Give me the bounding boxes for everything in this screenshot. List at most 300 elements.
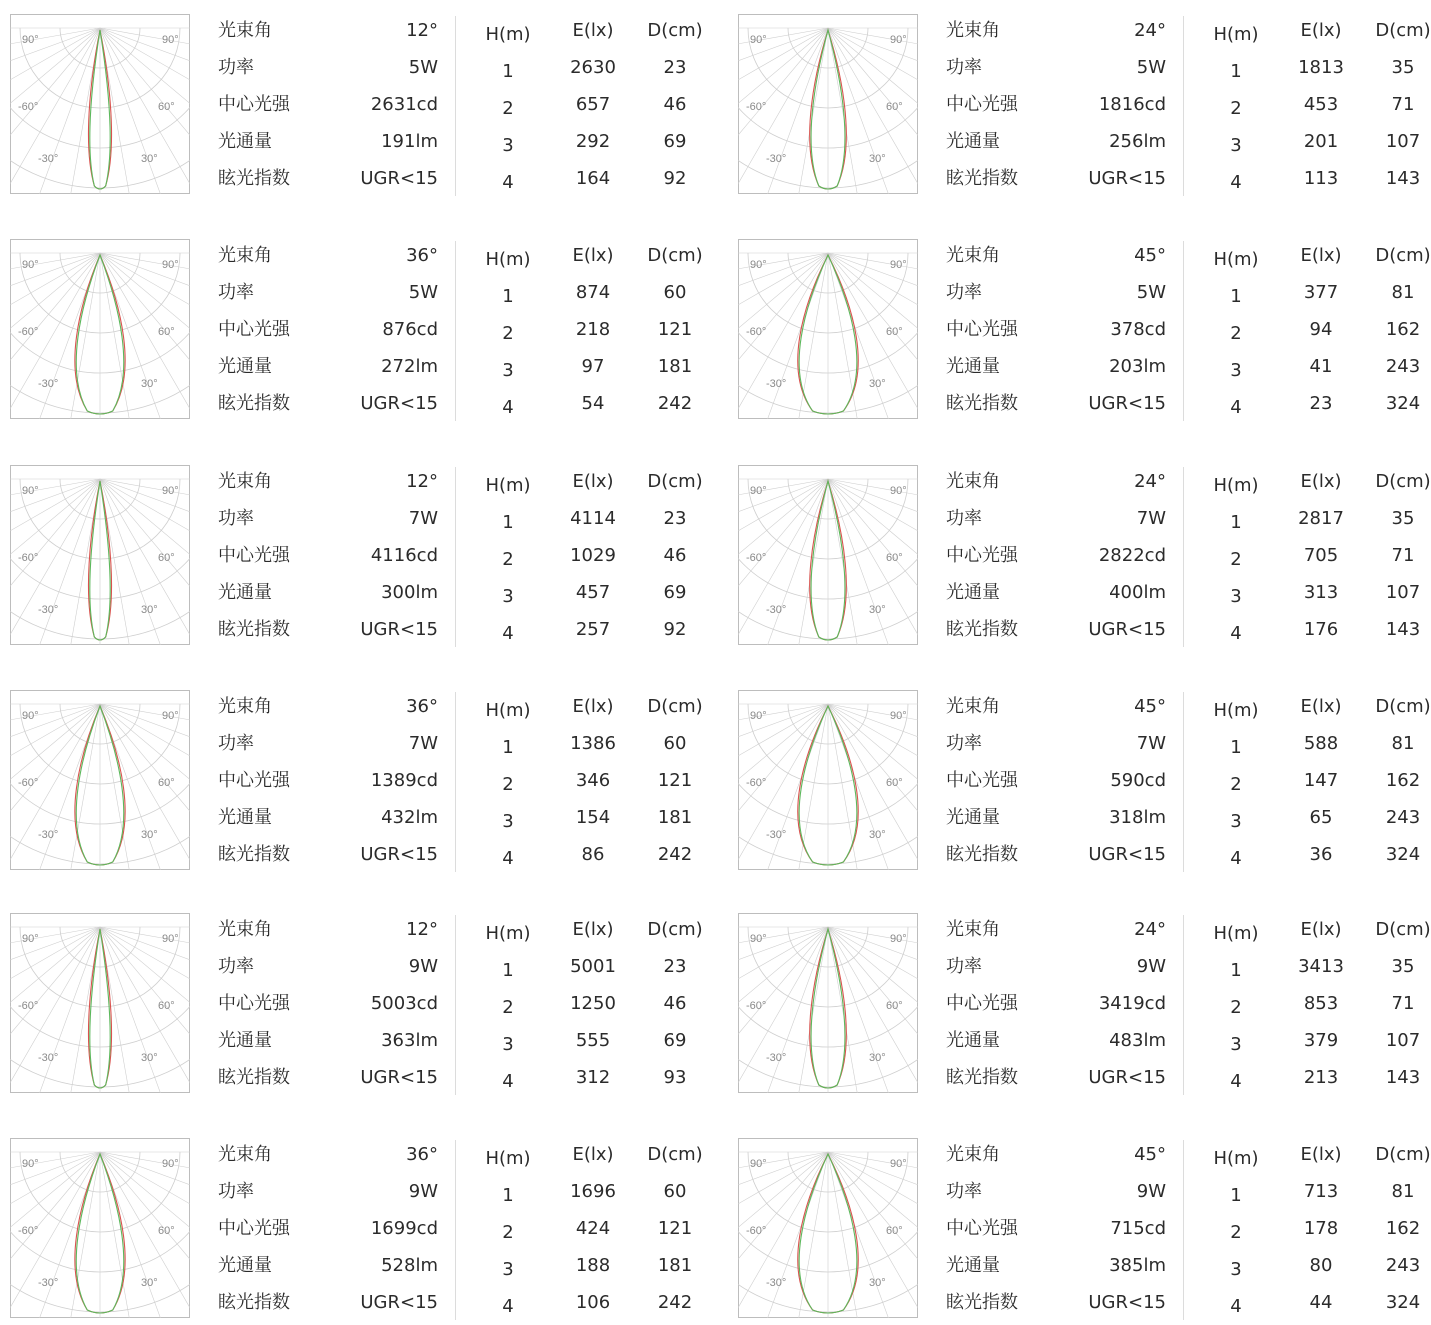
light-spec-block <box>0 4 712 193</box>
polar-tick-label: -60° <box>746 326 767 338</box>
table-header-cell: H(m) <box>1213 24 1259 45</box>
table-cell: 147 <box>1303 770 1339 791</box>
table-row <box>474 348 712 385</box>
table-header-cell: E(lx) <box>1300 919 1342 940</box>
spec-label: 光束角 <box>218 1144 272 1165</box>
spec-label: 眩光指数 <box>218 393 290 414</box>
spec-label: 中心光强 <box>946 545 1018 566</box>
light-spec-block <box>728 680 1431 869</box>
spec-row-glare-index <box>946 160 1166 197</box>
spec-row-luminous-flux <box>946 799 1166 836</box>
spec-label: 中心光强 <box>218 770 290 791</box>
table-cell: 243 <box>1385 356 1421 377</box>
polar-tick-label: -60° <box>746 1225 767 1237</box>
polar-tick-label: -30° <box>766 378 787 390</box>
spec-row-luminous-flux <box>218 1247 438 1284</box>
polar-tick-label: 30° <box>141 829 158 841</box>
table-cell: 4 <box>502 1071 514 1092</box>
spec-row-center-intensity <box>218 1210 438 1247</box>
polar-svg <box>10 690 190 870</box>
table-row <box>474 611 712 648</box>
polar-tick-label: 90° <box>22 34 39 46</box>
table-cell: 4 <box>502 848 514 869</box>
table-cell: 143 <box>1385 619 1421 640</box>
spec-row-power <box>946 49 1166 86</box>
table-cell: 4 <box>1230 1071 1242 1092</box>
illuminance-table <box>474 463 712 648</box>
table-cell: 3 <box>502 135 514 156</box>
table-cell: 3 <box>1230 360 1242 381</box>
table-cell: 3 <box>1230 586 1242 607</box>
divider <box>1183 16 1184 196</box>
spec-value: 9W <box>1136 956 1166 977</box>
table-cell: 3 <box>1230 1259 1242 1280</box>
spec-label: 光束角 <box>218 471 272 492</box>
table-cell: 4 <box>502 623 514 644</box>
spec-value: 528lm <box>381 1255 438 1276</box>
spec-row-luminous-flux <box>218 574 438 611</box>
spec-row-luminous-flux <box>218 123 438 160</box>
table-cell: 1 <box>1230 1185 1242 1206</box>
polar-tick-label: -30° <box>766 153 787 165</box>
table-cell: 46 <box>663 94 687 115</box>
divider <box>1183 467 1184 647</box>
table-row <box>1202 799 1431 836</box>
polar-tick-label: 60° <box>158 552 175 564</box>
table-cell: 3 <box>502 811 514 832</box>
illuminance-table <box>1202 12 1431 197</box>
table-cell: 188 <box>575 1255 611 1276</box>
polar-tick-label: -30° <box>766 1052 787 1064</box>
spec-value: UGR<15 <box>1088 168 1166 189</box>
spec-list <box>946 1136 1166 1321</box>
table-cell: 143 <box>1385 168 1421 189</box>
table-cell: 97 <box>581 356 605 377</box>
table-cell: 324 <box>1385 844 1421 865</box>
illuminance-table <box>474 688 712 873</box>
table-header-row <box>1202 12 1431 49</box>
spec-value: 9W <box>408 956 438 977</box>
spec-label: 功率 <box>946 956 982 977</box>
spec-row-luminous-flux <box>946 574 1166 611</box>
table-cell: 46 <box>663 993 687 1014</box>
light-spec-block <box>0 1128 712 1317</box>
polar-diagram <box>738 690 918 870</box>
table-header-cell: H(m) <box>485 1148 531 1169</box>
table-header-row <box>474 237 712 274</box>
spec-row-glare-index <box>218 160 438 197</box>
polar-tick-label: 30° <box>141 604 158 616</box>
spec-label: 中心光强 <box>218 94 290 115</box>
spec-value: 7W <box>408 508 438 529</box>
spec-row-power <box>218 1173 438 1210</box>
polar-tick-label: -30° <box>38 153 59 165</box>
polar-tick-label: 90° <box>750 34 767 46</box>
polar-diagram <box>738 239 918 419</box>
spec-label: 中心光强 <box>218 1218 290 1239</box>
polar-diagram <box>10 239 190 419</box>
table-header-cell: D(cm) <box>647 696 703 717</box>
spec-list <box>946 237 1166 422</box>
spec-value: UGR<15 <box>1088 844 1166 865</box>
spec-label: 眩光指数 <box>946 168 1018 189</box>
table-header-row <box>474 12 712 49</box>
table-row <box>474 1173 712 1210</box>
spec-row-glare-index <box>946 1059 1166 1096</box>
table-cell: 121 <box>657 770 693 791</box>
spec-row-power <box>946 500 1166 537</box>
light-spec-block <box>728 455 1431 644</box>
spec-label: 光束角 <box>946 245 1000 266</box>
table-cell: 1696 <box>570 1181 616 1202</box>
polar-tick-label: -60° <box>18 1000 39 1012</box>
spec-label: 眩光指数 <box>946 1292 1018 1313</box>
polar-svg <box>738 14 918 194</box>
table-cell: 2 <box>1230 98 1242 119</box>
polar-tick-label: 90° <box>890 34 907 46</box>
spec-list <box>218 688 438 873</box>
spec-value: 3419cd <box>1098 993 1166 1014</box>
polar-tick-label: 90° <box>22 1158 39 1170</box>
spec-row-power <box>946 274 1166 311</box>
table-cell: 1 <box>502 1185 514 1206</box>
spec-row-power <box>946 1173 1166 1210</box>
polar-tick-label: -30° <box>38 1052 59 1064</box>
table-row <box>1202 274 1431 311</box>
table-cell: 2 <box>502 774 514 795</box>
table-cell: 2 <box>502 997 514 1018</box>
polar-tick-label: 60° <box>886 1000 903 1012</box>
spec-row-power <box>218 725 438 762</box>
spec-label: 眩光指数 <box>218 1292 290 1313</box>
table-header-cell: E(lx) <box>1300 1144 1342 1165</box>
polar-svg <box>10 1138 190 1318</box>
table-cell: 213 <box>1303 1067 1339 1088</box>
divider <box>455 915 456 1095</box>
polar-tick-label: -60° <box>18 777 39 789</box>
spec-value: 7W <box>1136 508 1166 529</box>
table-header-cell: H(m) <box>1213 700 1259 721</box>
polar-tick-label: -60° <box>18 552 39 564</box>
spec-row-luminous-flux <box>218 1022 438 1059</box>
spec-row-glare-index <box>946 1284 1166 1321</box>
spec-label: 光通量 <box>218 807 272 828</box>
table-cell: 1 <box>1230 512 1242 533</box>
spec-row-beam-angle <box>946 463 1166 500</box>
table-row <box>474 500 712 537</box>
table-cell: 243 <box>1385 807 1421 828</box>
table-header-cell: D(cm) <box>1375 20 1431 41</box>
spec-label: 光通量 <box>946 131 1000 152</box>
spec-row-beam-angle <box>946 1136 1166 1173</box>
divider <box>1183 241 1184 421</box>
divider <box>455 16 456 196</box>
polar-svg <box>738 690 918 870</box>
table-cell: 113 <box>1303 168 1339 189</box>
spec-value: 1389cd <box>370 770 438 791</box>
spec-row-power <box>218 948 438 985</box>
table-row <box>474 574 712 611</box>
polar-tick-label: 90° <box>890 933 907 945</box>
spec-label: 眩光指数 <box>218 844 290 865</box>
table-cell: 181 <box>657 356 693 377</box>
table-cell: 23 <box>663 508 687 529</box>
polar-diagram <box>10 14 190 194</box>
table-cell: 5001 <box>570 956 616 977</box>
spec-row-glare-index <box>946 836 1166 873</box>
spec-value: 715cd <box>1110 1218 1166 1239</box>
table-row <box>1202 123 1431 160</box>
table-cell: 181 <box>657 807 693 828</box>
spec-label: 光束角 <box>946 1144 1000 1165</box>
polar-tick-label: 60° <box>158 1000 175 1012</box>
table-header-cell: H(m) <box>485 700 531 721</box>
table-cell: 242 <box>657 1292 693 1313</box>
table-row <box>1202 1022 1431 1059</box>
spec-label: 光束角 <box>218 696 272 717</box>
polar-diagram <box>10 913 190 1093</box>
table-row <box>474 1022 712 1059</box>
spec-label: 眩光指数 <box>946 393 1018 414</box>
polar-tick-label: -30° <box>38 829 59 841</box>
table-header-cell: D(cm) <box>1375 1144 1431 1165</box>
spec-row-power <box>946 948 1166 985</box>
spec-label: 中心光强 <box>218 993 290 1014</box>
spec-value: 24° <box>1134 20 1166 41</box>
table-header-cell: E(lx) <box>572 471 614 492</box>
table-cell: 4114 <box>570 508 616 529</box>
table-cell: 4 <box>502 1296 514 1317</box>
spec-label: 光通量 <box>946 1030 1000 1051</box>
spec-label: 眩光指数 <box>218 1067 290 1088</box>
polar-tick-label: 90° <box>162 710 179 722</box>
spec-label: 功率 <box>946 733 982 754</box>
table-cell: 46 <box>663 545 687 566</box>
light-spec-block <box>728 229 1431 418</box>
spec-value: 2631cd <box>370 94 438 115</box>
spec-value: 36° <box>406 1144 438 1165</box>
spec-value: UGR<15 <box>360 1292 438 1313</box>
spec-row-center-intensity <box>218 311 438 348</box>
table-cell: 93 <box>663 1067 687 1088</box>
spec-label: 光束角 <box>946 696 1000 717</box>
polar-diagram <box>738 14 918 194</box>
spec-list <box>946 463 1166 648</box>
table-row <box>1202 537 1431 574</box>
polar-tick-label: -30° <box>38 1277 59 1289</box>
table-cell: 3 <box>502 1034 514 1055</box>
table-cell: 2 <box>1230 774 1242 795</box>
table-cell: 1 <box>502 512 514 533</box>
table-cell: 424 <box>575 1218 611 1239</box>
spec-value: 24° <box>1134 471 1166 492</box>
table-header-cell: E(lx) <box>572 696 614 717</box>
polar-svg <box>10 465 190 645</box>
spec-value: UGR<15 <box>360 844 438 865</box>
illuminance-table <box>474 12 712 197</box>
table-header-cell: E(lx) <box>572 919 614 940</box>
table-row <box>474 1284 712 1321</box>
table-cell: 2630 <box>570 57 616 78</box>
table-row <box>1202 49 1431 86</box>
table-header-cell: H(m) <box>485 475 531 496</box>
spec-value: 9W <box>1136 1181 1166 1202</box>
spec-value: 4116cd <box>370 545 438 566</box>
spec-list <box>946 688 1166 873</box>
table-cell: 4 <box>1230 397 1242 418</box>
table-cell: 312 <box>575 1067 611 1088</box>
spec-value: 2822cd <box>1098 545 1166 566</box>
polar-tick-label: 90° <box>750 710 767 722</box>
spec-label: 光束角 <box>946 471 1000 492</box>
table-cell: 313 <box>1303 582 1339 603</box>
polar-tick-label: 30° <box>869 604 886 616</box>
table-header-cell: H(m) <box>485 923 531 944</box>
spec-value: UGR<15 <box>1088 393 1166 414</box>
spec-list <box>218 12 438 197</box>
spec-label: 光束角 <box>946 20 1000 41</box>
spec-value: 318lm <box>1109 807 1166 828</box>
table-cell: 4 <box>1230 172 1242 193</box>
table-cell: 60 <box>663 733 687 754</box>
polar-tick-label: 60° <box>886 326 903 338</box>
table-cell: 107 <box>1385 131 1421 152</box>
polar-tick-label: 90° <box>750 259 767 271</box>
spec-label: 功率 <box>218 733 254 754</box>
table-cell: 41 <box>1309 356 1333 377</box>
polar-tick-label: 90° <box>162 485 179 497</box>
spec-label: 功率 <box>946 57 982 78</box>
illuminance-table <box>474 1136 712 1321</box>
table-header-cell: D(cm) <box>647 919 703 940</box>
table-cell: 377 <box>1303 282 1339 303</box>
spec-label: 光通量 <box>218 356 272 377</box>
table-cell: 453 <box>1303 94 1339 115</box>
spec-row-beam-angle <box>218 463 438 500</box>
table-row <box>1202 311 1431 348</box>
table-cell: 35 <box>1391 956 1415 977</box>
polar-diagram <box>10 465 190 645</box>
polar-tick-label: 90° <box>22 933 39 945</box>
spec-value: UGR<15 <box>360 393 438 414</box>
table-row <box>1202 348 1431 385</box>
table-cell: 35 <box>1391 508 1415 529</box>
table-cell: 657 <box>575 94 611 115</box>
table-cell: 71 <box>1391 993 1415 1014</box>
spec-row-luminous-flux <box>946 1247 1166 1284</box>
spec-row-center-intensity <box>946 762 1166 799</box>
spec-row-luminous-flux <box>218 348 438 385</box>
table-header-cell: E(lx) <box>572 245 614 266</box>
table-row <box>1202 985 1431 1022</box>
spec-value: 12° <box>406 919 438 940</box>
divider <box>1183 692 1184 872</box>
polar-tick-label: 90° <box>162 259 179 271</box>
spec-row-glare-index <box>218 836 438 873</box>
polar-tick-label: 60° <box>886 101 903 113</box>
table-cell: 292 <box>575 131 611 152</box>
spec-value: 45° <box>1134 1144 1166 1165</box>
table-row <box>474 799 712 836</box>
polar-tick-label: 30° <box>869 378 886 390</box>
spec-label: 光通量 <box>946 807 1000 828</box>
spec-label: 光束角 <box>218 245 272 266</box>
polar-tick-label: 30° <box>141 378 158 390</box>
light-spec-block <box>0 229 712 418</box>
polar-tick-label: 30° <box>869 1277 886 1289</box>
table-row <box>1202 836 1431 873</box>
divider <box>455 1140 456 1320</box>
table-header-cell: E(lx) <box>572 20 614 41</box>
spec-label: 光通量 <box>218 1255 272 1276</box>
spec-list <box>218 1136 438 1321</box>
spec-label: 功率 <box>946 508 982 529</box>
table-cell: 3 <box>1230 811 1242 832</box>
spec-row-power <box>218 274 438 311</box>
table-cell: 176 <box>1303 619 1339 640</box>
table-cell: 2 <box>502 323 514 344</box>
spec-value: 203lm <box>1109 356 1166 377</box>
light-spec-block <box>0 680 712 869</box>
polar-svg <box>738 1138 918 1318</box>
spec-value: 9W <box>408 1181 438 1202</box>
spec-row-glare-index <box>218 1059 438 1096</box>
table-cell: 201 <box>1303 131 1339 152</box>
polar-diagram <box>738 1138 918 1318</box>
polar-tick-label: 90° <box>750 1158 767 1170</box>
table-header-row <box>1202 463 1431 500</box>
spec-value: 36° <box>406 696 438 717</box>
table-cell: 4 <box>1230 1296 1242 1317</box>
spec-label: 光通量 <box>946 1255 1000 1276</box>
spec-row-center-intensity <box>218 537 438 574</box>
table-header-cell: E(lx) <box>1300 696 1342 717</box>
table-row <box>474 49 712 86</box>
table-header-cell: E(lx) <box>1300 20 1342 41</box>
table-cell: 54 <box>581 393 605 414</box>
table-cell: 555 <box>575 1030 611 1051</box>
table-row <box>474 725 712 762</box>
divider <box>1183 915 1184 1095</box>
table-cell: 107 <box>1385 1030 1421 1051</box>
table-cell: 1 <box>1230 960 1242 981</box>
table-cell: 3 <box>1230 135 1242 156</box>
table-cell: 874 <box>575 282 611 303</box>
polar-svg <box>738 465 918 645</box>
table-row <box>1202 160 1431 197</box>
spec-value: 24° <box>1134 919 1166 940</box>
table-cell: 1029 <box>570 545 616 566</box>
spec-label: 功率 <box>218 57 254 78</box>
polar-tick-label: -30° <box>766 604 787 616</box>
polar-tick-label: 60° <box>886 1225 903 1237</box>
polar-tick-label: 90° <box>162 1158 179 1170</box>
spec-list <box>218 911 438 1096</box>
table-cell: 44 <box>1309 1292 1333 1313</box>
table-cell: 86 <box>581 844 605 865</box>
spec-value: UGR<15 <box>1088 1067 1166 1088</box>
table-cell: 4 <box>502 397 514 418</box>
polar-tick-label: 90° <box>22 710 39 722</box>
table-cell: 218 <box>575 319 611 340</box>
table-cell: 2 <box>1230 323 1242 344</box>
light-spec-block <box>0 455 712 644</box>
table-cell: 243 <box>1385 1255 1421 1276</box>
polar-tick-label: -60° <box>18 326 39 338</box>
table-cell: 588 <box>1303 733 1339 754</box>
table-header-cell: D(cm) <box>1375 696 1431 717</box>
spec-row-glare-index <box>946 611 1166 648</box>
